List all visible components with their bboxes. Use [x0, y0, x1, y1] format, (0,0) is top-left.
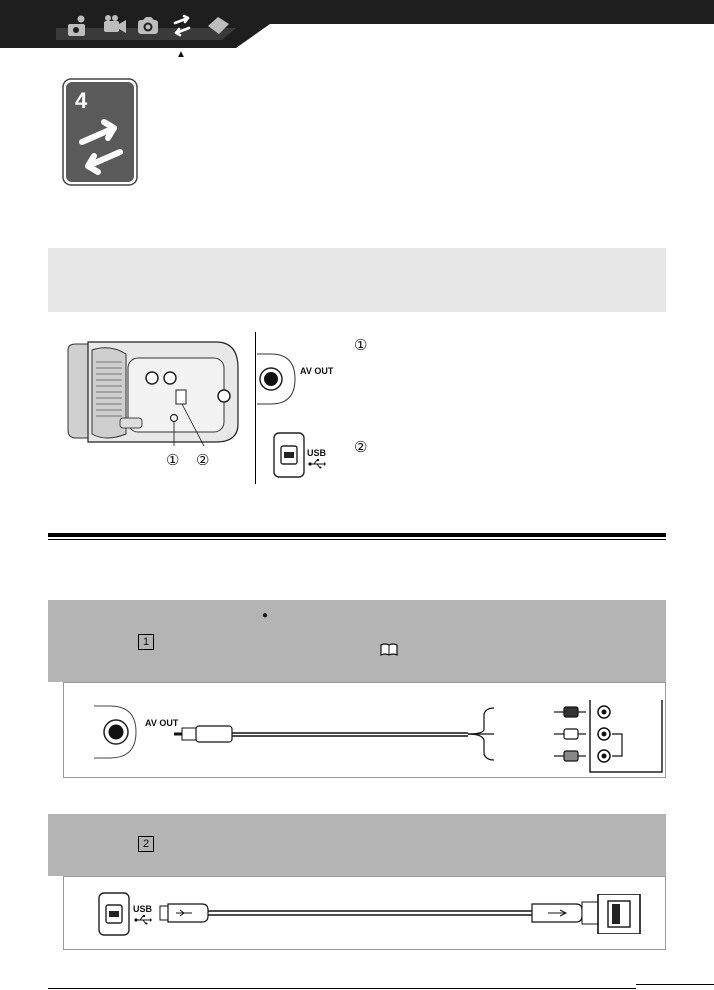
- connections-arrows-icon: [169, 14, 195, 38]
- intro-band: [48, 248, 666, 312]
- av-out-jack-icon: [94, 704, 138, 760]
- connections-arrows-icon: [74, 118, 128, 176]
- footer-rule: [48, 988, 636, 989]
- section-rule: [48, 533, 666, 537]
- diagram-1-av-out-label: AV OUT: [145, 718, 179, 728]
- terminal-marker-2: ②: [354, 439, 368, 456]
- usb-label: USB: [307, 448, 327, 458]
- usb-cable-illustration: [156, 894, 646, 934]
- tab-camera-person[interactable]: [64, 14, 92, 38]
- photo-camera-icon: [135, 14, 161, 38]
- terminals-divider: [255, 332, 256, 484]
- av-out-label: AV OUT: [300, 366, 334, 376]
- terminal-marker-1: ①: [354, 337, 368, 354]
- diagram-1-bullet: ●: [262, 610, 269, 621]
- usb-symbol-icon: [308, 459, 326, 469]
- chapter-badge: [62, 78, 138, 186]
- usb-port-icon: [273, 432, 305, 478]
- active-tab-marker: ▲: [176, 49, 186, 60]
- av-cable-illustration: [172, 700, 664, 774]
- camera-callout-1: ①: [166, 452, 180, 469]
- memory-card-icon: [204, 14, 232, 38]
- tab-photo[interactable]: [134, 14, 162, 38]
- camera-person-icon: [65, 14, 91, 38]
- camcorder-side-illustration: [66, 338, 244, 446]
- book-icon: [380, 643, 398, 656]
- tab-connections[interactable]: [168, 14, 196, 38]
- footer-rule-right: [636, 984, 714, 985]
- tab-memory-card[interactable]: [204, 14, 232, 38]
- diagram-2-usb-label: USB: [133, 904, 153, 914]
- video-camera-icon: [100, 14, 128, 38]
- camera-callout-2: ②: [196, 452, 210, 469]
- tab-video[interactable]: [100, 14, 128, 38]
- usb-port-icon: [98, 892, 130, 936]
- diagram-2-number: 2: [138, 836, 154, 852]
- chapter-number: 4: [75, 88, 88, 113]
- av-out-jack-icon: [257, 352, 297, 406]
- section-rule-thin: [48, 539, 666, 540]
- diagram-1-number: 1: [138, 634, 154, 650]
- usb-symbol-icon: [134, 915, 152, 925]
